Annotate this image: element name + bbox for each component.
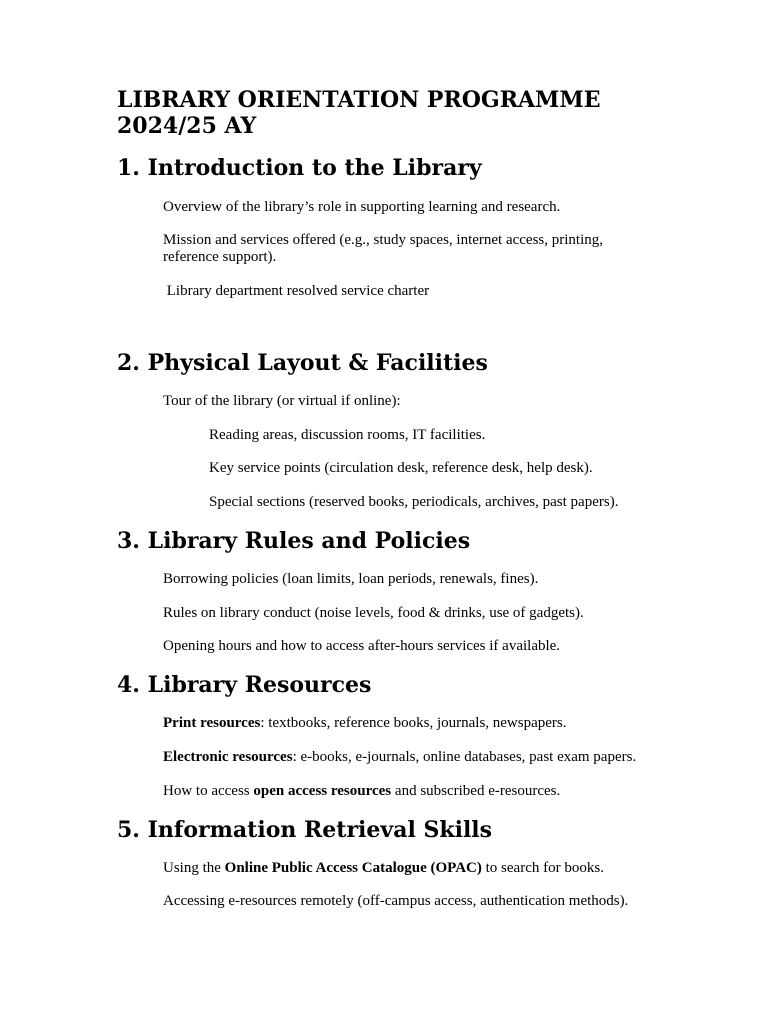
open-access-detail: and subscribed e-resources. — [391, 783, 561, 799]
section-heading-retrieval-skills: 5. Information Retrieval Skills — [117, 817, 493, 843]
term-open-access-resources: open access resources — [253, 783, 392, 799]
section-2-subitem-service-points: Key service points (circulation desk, reference desk, help desk). — [209, 460, 593, 476]
term-print-resources: Print resources — [163, 715, 261, 731]
section-3-item-conduct: Rules on library conduct (noise levels, food & drinks, use of gadgets). — [163, 605, 584, 621]
document-title: LIBRARY ORIENTATION PROGRAMME 2024/25 AY — [117, 87, 601, 139]
section-heading-resources: 4. Library Resources — [117, 672, 372, 698]
opac-prefix: Using the — [163, 860, 225, 876]
section-3-item-borrowing: Borrowing policies (loan limits, loan periods, renewals, fines). — [163, 571, 539, 587]
section-heading-physical-layout: 2. Physical Layout & Facilities — [117, 350, 488, 376]
section-1-item-overview: Overview of the library’s role in supporting learning and research. — [163, 199, 561, 215]
section-4-item-electronic — [163, 749, 663, 766]
opac-detail: to search for books. — [481, 860, 604, 876]
section-2-subitem-special-sections: Special sections (reserved books, periodicals, archives, past papers). — [209, 494, 619, 510]
section-3-item-opening-hours: Opening hours and how to access after-hours services if available. — [163, 638, 561, 654]
section-2-subitem-reading-areas: Reading areas, discussion rooms, IT facilities. — [209, 427, 486, 443]
section-heading-introduction: 1. Introduction to the Library — [117, 155, 482, 181]
open-access-prefix: How to access — [163, 783, 254, 799]
section-1-item-mission: Mission and services offered (e.g., study spaces, internet access, printing, reference support). — [163, 232, 604, 265]
section-1-item-charter: Library department resolved service charter — [163, 283, 430, 299]
section-heading-rules-policies: 3. Library Rules and Policies — [117, 528, 471, 554]
term-opac: Online Public Access Catalogue (OPAC) — [224, 860, 482, 876]
section-5-item-remote-access: Accessing e-resources remotely (off-campus access, authentication methods). — [163, 893, 629, 909]
section-5-item-opac — [163, 860, 663, 877]
section-2-item-tour: Tour of the library (or virtual if online): — [163, 393, 401, 409]
electronic-resources-detail: : e-books, e-journals, online databases, past exam papers. — [292, 749, 637, 765]
section-4-item-print — [163, 715, 663, 732]
term-electronic-resources: Electronic resources — [163, 749, 293, 765]
section-4-item-open-access — [163, 783, 663, 800]
print-resources-detail: : textbooks, reference books, journals, newspapers. — [260, 715, 567, 731]
